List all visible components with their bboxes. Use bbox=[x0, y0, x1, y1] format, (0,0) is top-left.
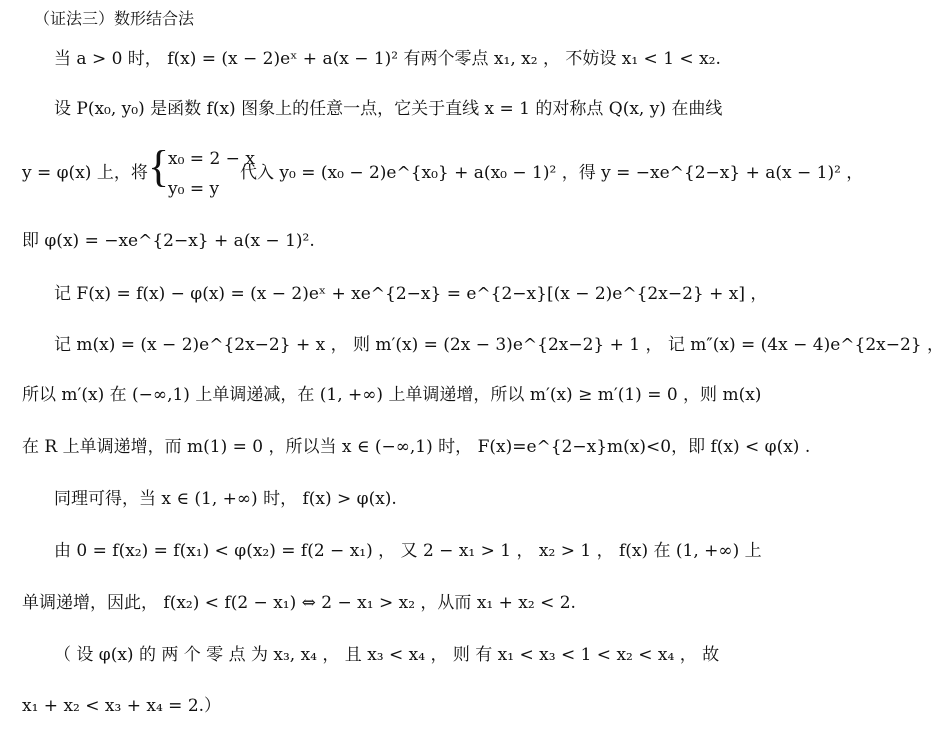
text-line-13: x₁ + x₂ < x₃ + x₄ = 2.） bbox=[22, 696, 222, 716]
text-line-2: 设 P(x₀, y₀) 是函数 f(x) 图象上的任意一点，它关于直线 x = 1 的对称点 Q(x, y) 在曲线 bbox=[54, 99, 723, 119]
system-brace: { bbox=[148, 142, 170, 191]
text-line-9: 同理可得，当 x ∈ (1, +∞) 时， f(x) > φ(x). bbox=[54, 489, 397, 509]
text-line-3a: y = φ(x) 上，将 bbox=[22, 163, 148, 183]
text-line-8: 在 R 上单调递增，而 m(1) = 0 ，所以当 x ∈ (−∞,1) 时， F(x)=e^{2−x}m(x)<0，即 f(x) < φ(x) . bbox=[22, 437, 811, 457]
text-line-11: 单调递增，因此， f(x₂) < f(2 − x₁) ⇔ 2 − x₁ > x₂ ，从而 x₁ + x₂ < 2. bbox=[22, 593, 576, 613]
text-line-1: 当 a > 0 时， f(x) = (x − 2)eˣ + a(x − 1)² 有两个零点 x₁, x₂ ， 不妨设 x₁ < 1 < x₂. bbox=[54, 49, 721, 69]
text-line-3b: 代入 y₀ = (x₀ − 2)e^{x₀} + a(x₀ − 1)² ，得 y = −xe^{2−x} + a(x − 1)² ， bbox=[240, 163, 864, 183]
text-line-7: 所以 m′(x) 在 (−∞,1) 上单调递减，在 (1, +∞) 上单调递增，所以 m′(x) ≥ m′(1) = 0 ，则 m(x) bbox=[22, 385, 762, 405]
text-line-4: 即 φ(x) = −xe^{2−x} + a(x − 1)². bbox=[22, 231, 315, 251]
system-eq-1: x₀ = 2 − x bbox=[168, 149, 255, 169]
system-eq-2: y₀ = y bbox=[168, 179, 220, 199]
text-line-12: （ 设 φ(x) 的 两 个 零 点 为 x₃, x₄ ， 且 x₃ < x₄ ， 则 有 x₁ < x₃ < 1 < x₂ < x₄ ， 故 bbox=[54, 645, 720, 665]
text-line-6: 记 m(x) = (x − 2)e^{2x−2} + x ， 则 m′(x) = (2x − 3)e^{2x−2} + 1 ， 记 m″(x) = (4x − 4)e^{2x−2} ， bbox=[54, 335, 944, 355]
text-line-10: 由 0 = f(x₂) = f(x₁) < φ(x₂) = f(2 − x₁) ， 又 2 − x₁ > 1 ， x₂ > 1 ， f(x) 在 (1, +∞) 上 bbox=[54, 541, 762, 561]
section-title: （证法三）数形结合法 bbox=[34, 9, 195, 28]
text-line-5: 记 F(x) = f(x) − φ(x) = (x − 2)eˣ + xe^{2−x} = e^{2−x}[(x − 2)e^{2x−2} + x] ， bbox=[54, 284, 768, 304]
